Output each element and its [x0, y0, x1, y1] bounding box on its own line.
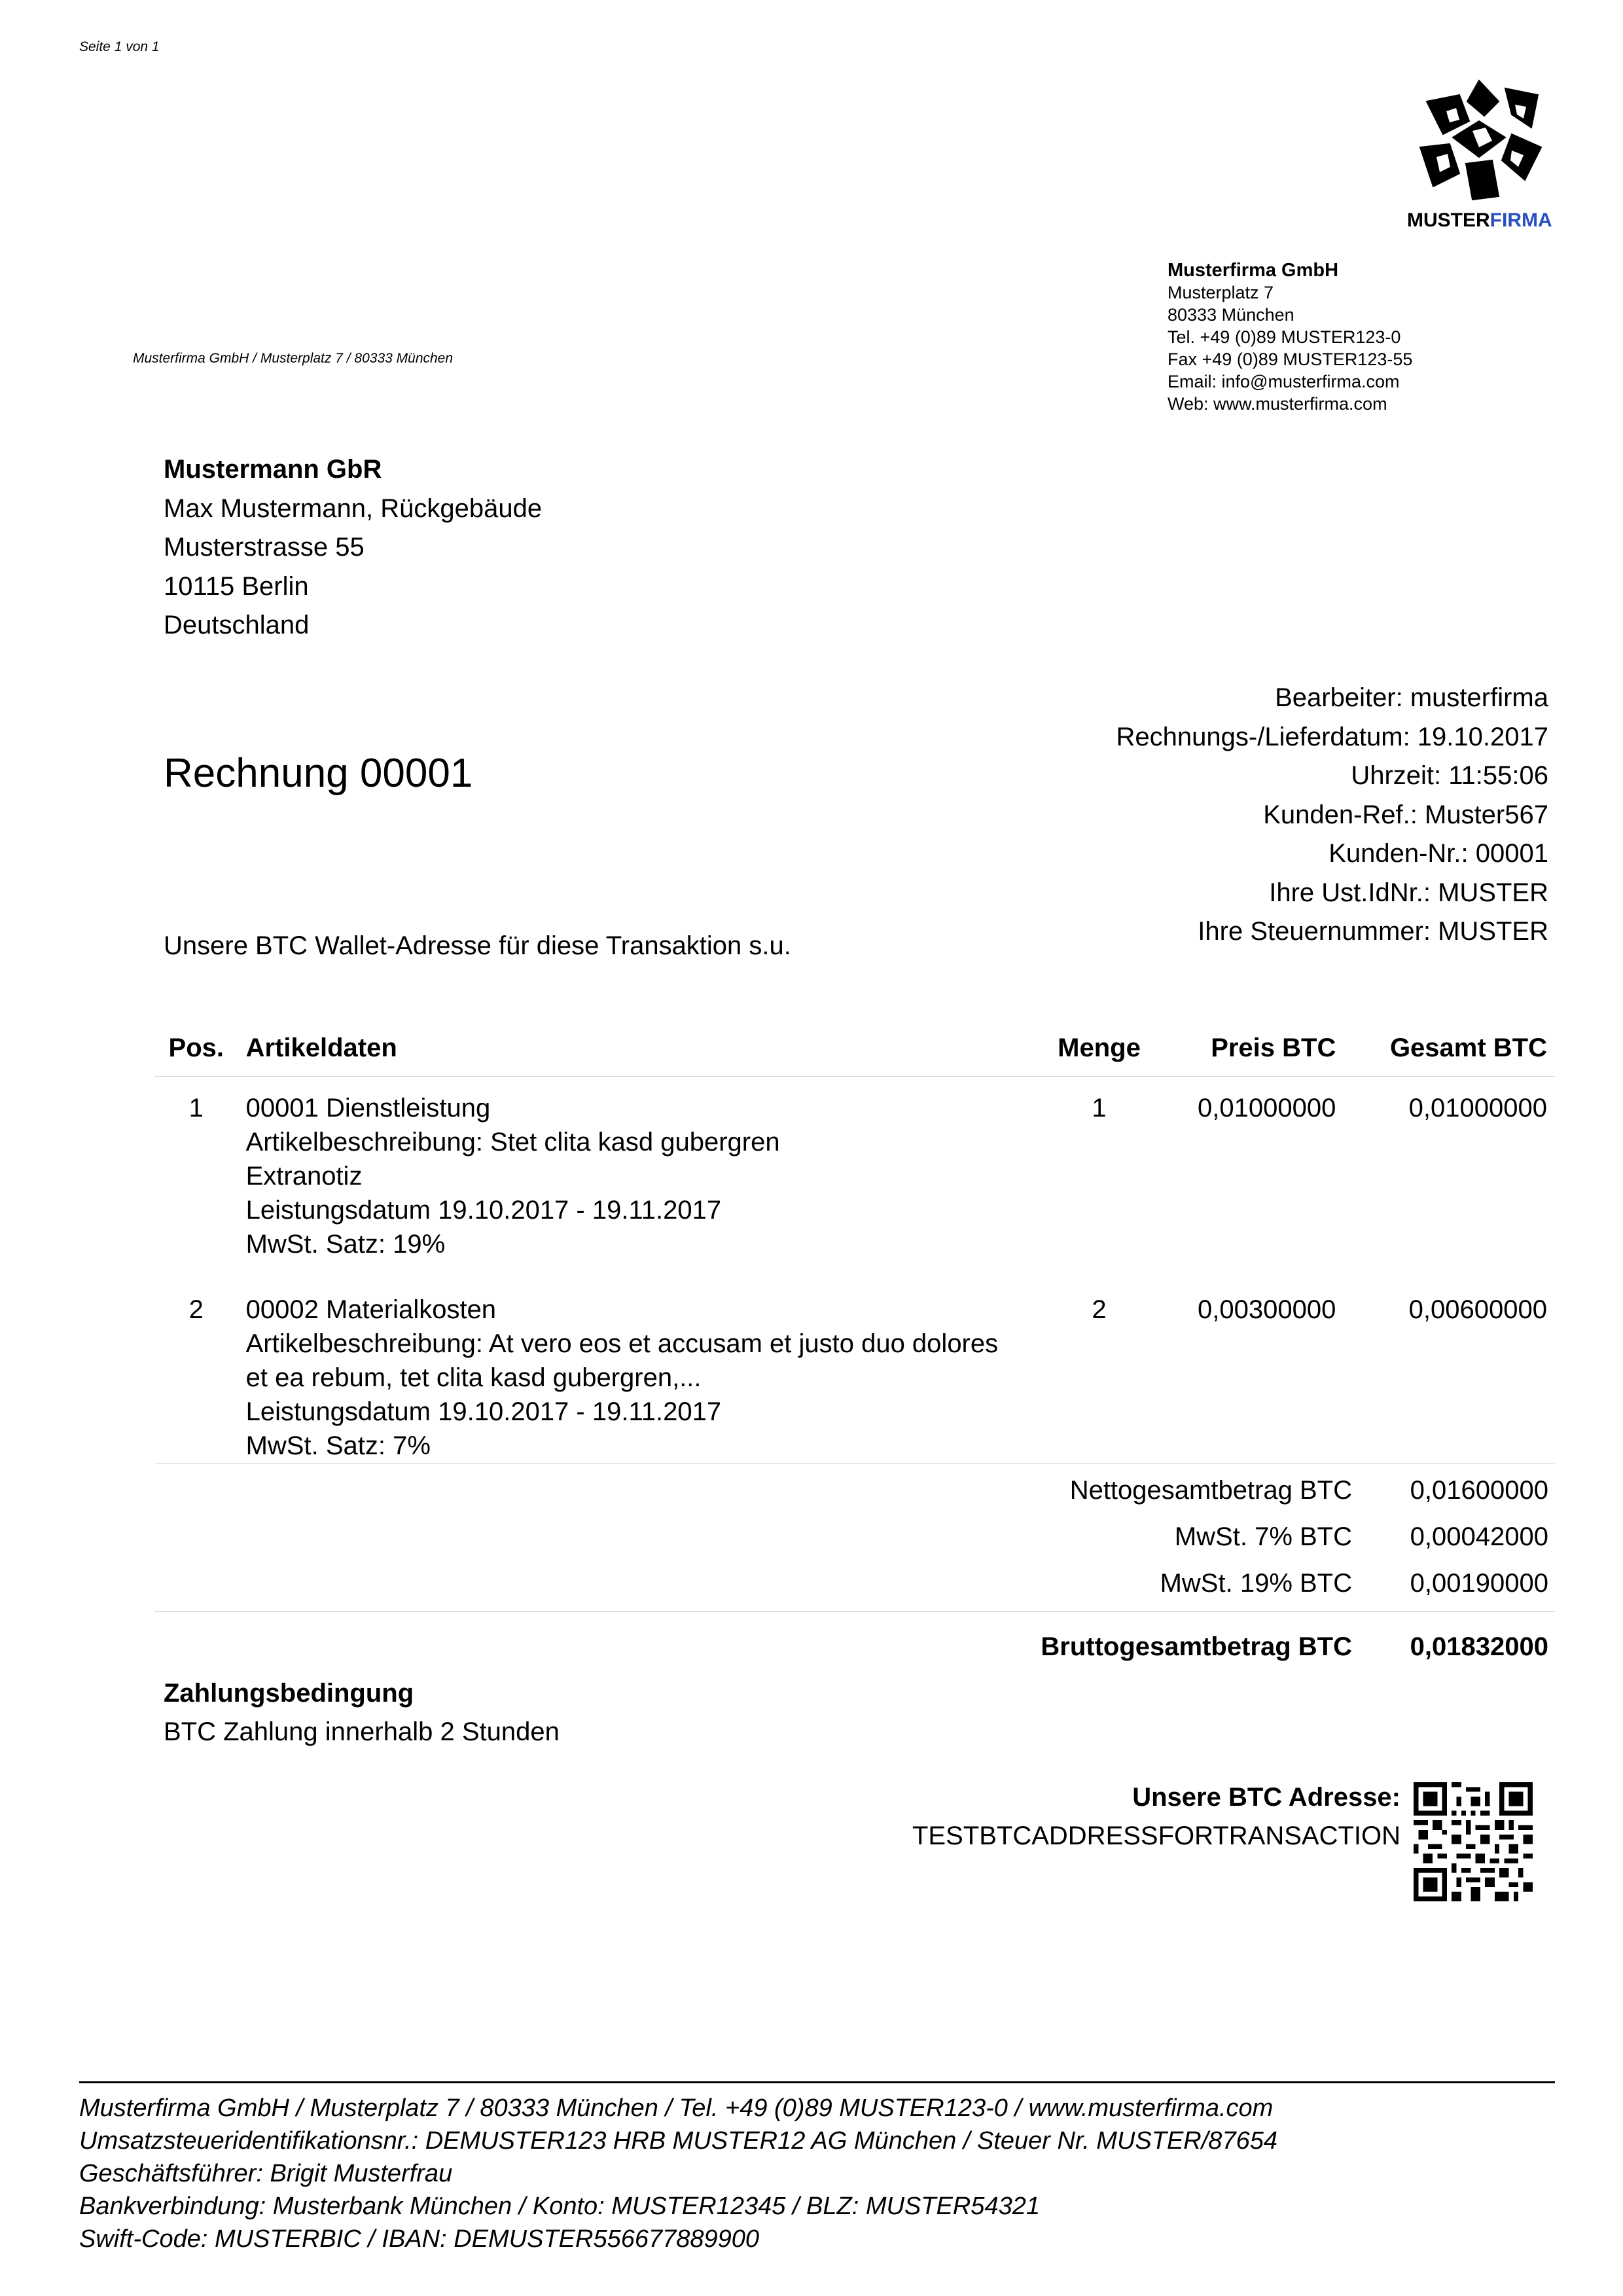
invoice-title: Rechnung 00001: [164, 751, 473, 796]
meta-line: Kunden-Nr.: 00001: [1329, 839, 1548, 868]
footer-line: Musterfirma GmbH / Musterplatz 7 / 80333 München / Tel. +49 (0)89 MUSTER123-0 / www.musterfirma.com: [79, 2094, 1274, 2122]
sender-line: Musterplatz 7: [1168, 283, 1274, 302]
logo-wordmark: [1407, 209, 1551, 232]
sender-line: Tel. +49 (0)89 MUSTER123-0: [1168, 327, 1401, 347]
payment-heading: Zahlungsbedingung: [164, 1679, 414, 1708]
logo-text-firma: FIRMA: [1489, 209, 1552, 231]
recipient-name: Mustermann GbR: [164, 455, 382, 484]
meta-line: Uhrzeit: 11:55:06: [1351, 761, 1548, 790]
logo-text-muster: MUSTER: [1407, 209, 1490, 231]
meta-line: Rechnungs-/Lieferdatum: 19.10.2017: [1116, 722, 1548, 751]
recipient-address: [164, 450, 542, 645]
article-line: Artikelbeschreibung: Stet clita kasd gubergren: [245, 1128, 780, 1157]
grand-total-label: Bruttogesamtbetrag BTC: [1041, 1632, 1352, 1661]
article-line: 00001 Dienstleistung: [245, 1094, 491, 1122]
table-header-row: [154, 1029, 1555, 1077]
payment-terms: [164, 1674, 560, 1751]
cell-pos: 1: [188, 1094, 204, 1122]
footer-line: Umsatzsteueridentifikationsnr.: DEMUSTER123 HRB MUSTER12 AG München / Steuer Nr. MUSTER/87654: [79, 2127, 1277, 2155]
page-number: Seite 1 von 1: [79, 39, 160, 54]
totals-label: MwSt. 19% BTC: [1160, 1569, 1352, 1598]
article-line: et ea rebum, tet clita kasd gubergren,...: [245, 1363, 702, 1392]
footer-line: Swift-Code: MUSTERBIC / IBAN: DEMUSTER556677889900: [79, 2225, 760, 2253]
btc-address-block: [912, 1778, 1400, 1856]
header-pos: Pos.: [154, 1029, 238, 1077]
logo-mark-icon: [1407, 75, 1551, 206]
cell-article: [238, 1261, 1039, 1480]
sender-address: [1168, 259, 1412, 415]
items-table: [154, 1029, 1555, 1480]
recipient-line: 10115 Berlin: [164, 571, 309, 601]
header-total: Gesamt BTC: [1344, 1029, 1555, 1077]
cell-price: 0,01000000: [1198, 1094, 1336, 1122]
cell-total: 0,01000000: [1408, 1094, 1547, 1122]
header-qty: Menge: [1038, 1029, 1160, 1077]
totals-value: 0,00042000: [1410, 1522, 1548, 1551]
article-line: MwSt. Satz: 19%: [245, 1230, 446, 1259]
recipient-line: Musterstrasse 55: [164, 533, 365, 562]
sender-line: 80333 München: [1168, 305, 1294, 325]
btc-heading: Unsere BTC Adresse:: [1132, 1783, 1400, 1812]
grand-total: [1041, 1632, 1548, 1662]
cell-price: 0,00300000: [1198, 1295, 1336, 1324]
totals-label: Nettogesamtbetrag BTC: [1069, 1476, 1352, 1505]
totals-label: MwSt. 7% BTC: [1174, 1522, 1352, 1551]
sender-line: Web: www.musterfirma.com: [1168, 394, 1387, 414]
return-address-line: Musterfirma GmbH / Musterplatz 7 / 80333 München: [133, 351, 454, 366]
totals-divider: [154, 1611, 1555, 1612]
wallet-note: Unsere BTC Wallet-Adresse für diese Transaktion s.u.: [164, 931, 791, 960]
sender-name: Musterfirma GmbH: [1168, 260, 1339, 281]
grand-total-value: 0,01832000: [1410, 1632, 1548, 1661]
payment-text: BTC Zahlung innerhalb 2 Stunden: [164, 1717, 560, 1746]
table-row: [154, 1261, 1555, 1480]
meta-line: Ihre Ust.IdNr.: MUSTER: [1269, 878, 1548, 907]
cell-total: 0,00600000: [1408, 1295, 1547, 1324]
article-line: Extranotiz: [245, 1162, 363, 1191]
header-article: Artikeldaten: [238, 1029, 1039, 1077]
totals-value: 0,01600000: [1410, 1476, 1548, 1505]
cell-qty: 2: [1092, 1295, 1107, 1324]
article-line: Leistungsdatum 19.10.2017 - 19.11.2017: [245, 1397, 722, 1426]
invoice-meta: [1116, 679, 1548, 952]
footer-line: Geschäftsführer: Brigit Musterfrau: [79, 2160, 453, 2187]
btc-address: TESTBTCADDRESSFORTRANSACTION: [912, 1821, 1400, 1850]
meta-line: Ihre Steuernummer: MUSTER: [1198, 917, 1548, 946]
cell-qty: 1: [1092, 1094, 1107, 1122]
totals-row: [1070, 1467, 1548, 1514]
footer-rule: [79, 2081, 1555, 2083]
article-line: MwSt. Satz: 7%: [245, 1431, 431, 1460]
footer-line: Bankverbindung: Musterbank München / Konto: MUSTER12345 / BLZ: MUSTER54321: [79, 2193, 1040, 2220]
company-logo: [1407, 75, 1551, 232]
totals-row: [1070, 1560, 1548, 1607]
article-line: Artikelbeschreibung: At vero eos et accusam et justo duo dolores: [245, 1329, 999, 1358]
sender-line: Email: info@musterfirma.com: [1168, 372, 1400, 391]
table-row: [154, 1077, 1555, 1262]
meta-line: Kunden-Ref.: Muster567: [1263, 800, 1548, 829]
cell-pos: 2: [188, 1295, 204, 1324]
totals-block: [1070, 1467, 1548, 1607]
meta-line: Bearbeiter: musterfirma: [1275, 683, 1548, 712]
totals-value: 0,00190000: [1410, 1569, 1548, 1598]
footer: [79, 2092, 1277, 2255]
sender-line: Fax +49 (0)89 MUSTER123-55: [1168, 350, 1413, 369]
totals-row: [1070, 1514, 1548, 1560]
cell-article: [238, 1077, 1039, 1262]
article-line: 00002 Materialkosten: [245, 1295, 497, 1324]
header-price: Preis BTC: [1160, 1029, 1344, 1077]
recipient-line: Deutschland: [164, 611, 310, 639]
qr-code-icon: [1414, 1782, 1533, 1901]
recipient-line: Max Mustermann, Rückgebäude: [164, 493, 543, 523]
article-line: Leistungsdatum 19.10.2017 - 19.11.2017: [245, 1196, 722, 1225]
